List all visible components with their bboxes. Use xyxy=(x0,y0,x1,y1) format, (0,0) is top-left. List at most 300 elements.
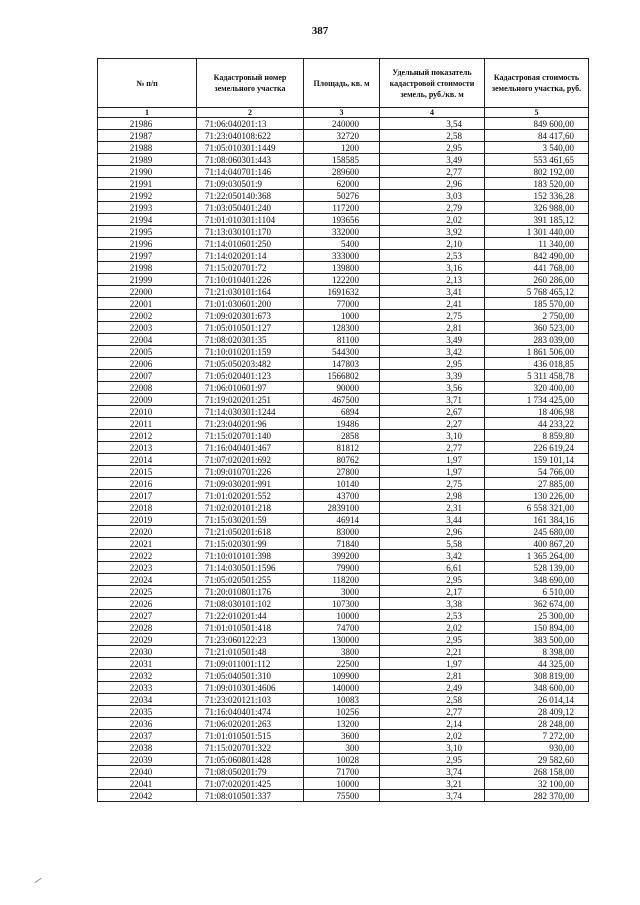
row-number-cell: 22006 xyxy=(98,358,197,370)
unit-value-cell: 2,14 xyxy=(380,718,485,730)
area-cell: 139800 xyxy=(304,262,380,274)
table-row xyxy=(98,538,589,550)
area-cell: 3600 xyxy=(304,730,380,742)
row-number-cell: 22028 xyxy=(98,622,197,634)
table-row xyxy=(98,190,589,202)
area-cell: 71700 xyxy=(304,766,380,778)
cadastral-value-cell: 326 988,00 xyxy=(485,202,589,214)
cadastral-number-cell: 71:10:010101:398 xyxy=(197,550,304,562)
table-row xyxy=(98,274,589,286)
cadastral-number-cell: 71:09:030201:991 xyxy=(197,478,304,490)
area-cell: 158585 xyxy=(304,154,380,166)
area-cell: 10000 xyxy=(304,778,380,790)
row-number-cell: 21989 xyxy=(98,154,197,166)
cadastral-number-cell: 71:09:030501:9 xyxy=(197,178,304,190)
area-cell: 240000 xyxy=(304,118,380,130)
cadastral-value-cell: 183 520,00 xyxy=(485,178,589,190)
unit-value-cell: 3,49 xyxy=(380,334,485,346)
cadastral-value-cell: 150 894,00 xyxy=(485,622,589,634)
cadastral-number-cell: 71:22:010201:44 xyxy=(197,610,304,622)
area-cell: 1566802 xyxy=(304,370,380,382)
unit-value-cell: 2,02 xyxy=(380,730,485,742)
area-cell: 117200 xyxy=(304,202,380,214)
unit-value-cell: 3,10 xyxy=(380,742,485,754)
table-row xyxy=(98,370,589,382)
table-row xyxy=(98,778,589,790)
cadastral-number-cell: 71:03:050401:240 xyxy=(197,202,304,214)
cadastral-number-cell: 71:05:050203:482 xyxy=(197,358,304,370)
row-number-cell: 22021 xyxy=(98,538,197,550)
table-row xyxy=(98,454,589,466)
table-row xyxy=(98,550,589,562)
cadastral-number-cell: 71:05:020501:255 xyxy=(197,574,304,586)
cadastral-number-cell: 71:05:060801:428 xyxy=(197,754,304,766)
row-number-cell: 22023 xyxy=(98,562,197,574)
table-row xyxy=(98,562,589,574)
cadastral-number-cell: 71:06:040201:13 xyxy=(197,118,304,130)
row-number-cell: 22035 xyxy=(98,706,197,718)
area-cell: 1000 xyxy=(304,310,380,322)
area-cell: 6894 xyxy=(304,406,380,418)
area-cell: 333000 xyxy=(304,250,380,262)
unit-value-cell: 2,53 xyxy=(380,250,485,262)
cadastral-number-cell: 71:09:011001:112 xyxy=(197,658,304,670)
area-cell: 32720 xyxy=(304,130,380,142)
unit-value-cell: 2,75 xyxy=(380,478,485,490)
table-row xyxy=(98,358,589,370)
unit-value-cell: 3,03 xyxy=(380,190,485,202)
area-cell: 147803 xyxy=(304,358,380,370)
cadastral-value-cell: 360 523,00 xyxy=(485,322,589,334)
row-number-cell: 22032 xyxy=(98,670,197,682)
area-cell: 118200 xyxy=(304,574,380,586)
cadastral-number-cell: 71:15:030201:59 xyxy=(197,514,304,526)
row-number-cell: 21998 xyxy=(98,262,197,274)
cadastral-value-cell: 391 185,12 xyxy=(485,214,589,226)
unit-value-cell: 3,44 xyxy=(380,514,485,526)
row-number-cell: 22015 xyxy=(98,466,197,478)
unit-value-cell: 2,95 xyxy=(380,634,485,646)
unit-value-cell: 2,49 xyxy=(380,682,485,694)
table-row xyxy=(98,442,589,454)
table-row xyxy=(98,382,589,394)
cadastral-value-cell: 553 461,65 xyxy=(485,154,589,166)
row-number-cell: 22014 xyxy=(98,454,197,466)
cadastral-value-cell: 26 014,14 xyxy=(485,694,589,706)
cadastral-value-cell: 8 859,80 xyxy=(485,430,589,442)
unit-value-cell: 3,16 xyxy=(380,262,485,274)
table-row xyxy=(98,634,589,646)
table-row xyxy=(98,502,589,514)
cadastral-value-cell: 802 192,00 xyxy=(485,166,589,178)
cadastral-number-cell: 71:15:020701:72 xyxy=(197,262,304,274)
unit-value-cell: 2,02 xyxy=(380,622,485,634)
unit-value-cell: 3,41 xyxy=(380,286,485,298)
cadastral-value-cell: 283 039,00 xyxy=(485,334,589,346)
row-number-cell: 22017 xyxy=(98,490,197,502)
row-number-cell: 22042 xyxy=(98,790,197,802)
cadastral-number-cell: 71:15:020301:99 xyxy=(197,538,304,550)
table-row xyxy=(98,526,589,538)
cadastral-value-cell: 383 500,00 xyxy=(485,634,589,646)
area-cell: 10083 xyxy=(304,694,380,706)
unit-value-cell: 3,42 xyxy=(380,550,485,562)
area-cell: 107300 xyxy=(304,598,380,610)
table-row xyxy=(98,682,589,694)
table-row xyxy=(98,346,589,358)
cadastral-number-cell: 71:15:020701:140 xyxy=(197,430,304,442)
table-row xyxy=(98,790,589,802)
unit-value-cell: 2,75 xyxy=(380,310,485,322)
unit-value-cell: 2,96 xyxy=(380,178,485,190)
area-cell: 74700 xyxy=(304,622,380,634)
cadastral-number-cell: 71:08:060301:443 xyxy=(197,154,304,166)
cadastral-value-cell: 54 766,00 xyxy=(485,466,589,478)
table-row xyxy=(98,154,589,166)
table-row xyxy=(98,574,589,586)
table-row xyxy=(98,226,589,238)
cadastral-number-cell: 71:20:010801:176 xyxy=(197,586,304,598)
cadastral-number-cell: 71:23:060122:23 xyxy=(197,634,304,646)
area-cell: 109900 xyxy=(304,670,380,682)
area-cell: 332000 xyxy=(304,226,380,238)
row-number-cell: 22013 xyxy=(98,442,197,454)
row-number-cell: 22024 xyxy=(98,574,197,586)
row-number-cell: 22030 xyxy=(98,646,197,658)
cadastral-number-cell: 71:14:030301:1244 xyxy=(197,406,304,418)
row-number-cell: 22018 xyxy=(98,502,197,514)
unit-value-cell: 1,97 xyxy=(380,658,485,670)
cadastral-number-cell: 71:22:050140:368 xyxy=(197,190,304,202)
area-cell: 1691632 xyxy=(304,286,380,298)
area-cell: 19486 xyxy=(304,418,380,430)
cadastral-value-cell: 152 336,28 xyxy=(485,190,589,202)
area-cell: 2839100 xyxy=(304,502,380,514)
unit-value-cell: 3,56 xyxy=(380,382,485,394)
cadastral-value-table xyxy=(97,58,589,802)
unit-value-cell: 3,74 xyxy=(380,790,485,802)
unit-value-cell: 2,41 xyxy=(380,298,485,310)
area-cell: 79900 xyxy=(304,562,380,574)
row-number-cell: 22009 xyxy=(98,394,197,406)
unit-value-cell: 3,71 xyxy=(380,394,485,406)
cadastral-number-cell: 71:05:010301:1449 xyxy=(197,142,304,154)
cadastral-number-cell: 71:01:030601:200 xyxy=(197,298,304,310)
cadastral-value-cell: 29 582,60 xyxy=(485,754,589,766)
column-number: 3 xyxy=(304,108,380,118)
cadastral-value-cell: 441 768,00 xyxy=(485,262,589,274)
table-row xyxy=(98,706,589,718)
table-row xyxy=(98,262,589,274)
row-number-cell: 22004 xyxy=(98,334,197,346)
area-cell: 128300 xyxy=(304,322,380,334)
cadastral-number-cell: 71:07:020201:692 xyxy=(197,454,304,466)
cadastral-value-cell: 18 406,98 xyxy=(485,406,589,418)
row-number-cell: 22016 xyxy=(98,478,197,490)
unit-value-cell: 2,96 xyxy=(380,526,485,538)
unit-value-cell: 2,31 xyxy=(380,502,485,514)
table-row xyxy=(98,658,589,670)
cadastral-value-cell: 44 325,00 xyxy=(485,658,589,670)
row-number-cell: 21996 xyxy=(98,238,197,250)
unit-value-cell: 6,61 xyxy=(380,562,485,574)
unit-value-cell: 2,53 xyxy=(380,610,485,622)
unit-value-cell: 2,67 xyxy=(380,406,485,418)
header-area: Площадь, кв. м xyxy=(304,59,380,108)
cadastral-value-cell: 348 690,00 xyxy=(485,574,589,586)
cadastral-value-cell: 6 510,00 xyxy=(485,586,589,598)
header-row-number: № п/п xyxy=(98,59,197,108)
unit-value-cell: 2,27 xyxy=(380,418,485,430)
table-row xyxy=(98,166,589,178)
cadastral-number-cell: 71:06:020201:263 xyxy=(197,718,304,730)
unit-value-cell: 2,77 xyxy=(380,166,485,178)
cadastral-number-cell: 71:14:030501:1596 xyxy=(197,562,304,574)
row-number-cell: 21994 xyxy=(98,214,197,226)
cadastral-number-cell: 71:01:010301:1104 xyxy=(197,214,304,226)
cadastral-number-cell: 71:09:020301:673 xyxy=(197,310,304,322)
table-row xyxy=(98,250,589,262)
area-cell: 90000 xyxy=(304,382,380,394)
table-row xyxy=(98,118,589,130)
table-row xyxy=(98,238,589,250)
unit-value-cell: 2,77 xyxy=(380,706,485,718)
cadastral-value-cell: 32 100,00 xyxy=(485,778,589,790)
table-row xyxy=(98,598,589,610)
area-cell: 10140 xyxy=(304,478,380,490)
row-number-cell: 22041 xyxy=(98,778,197,790)
table-row xyxy=(98,130,589,142)
row-number-cell: 22020 xyxy=(98,526,197,538)
table-row xyxy=(98,730,589,742)
table-row xyxy=(98,286,589,298)
area-cell: 50276 xyxy=(304,190,380,202)
area-cell: 289600 xyxy=(304,166,380,178)
table-row xyxy=(98,754,589,766)
cadastral-number-cell: 71:23:020121:103 xyxy=(197,694,304,706)
column-number: 1 xyxy=(98,108,197,118)
table-row xyxy=(98,610,589,622)
table-header-row xyxy=(98,59,589,108)
cadastral-value-cell: 308 819,00 xyxy=(485,670,589,682)
column-number: 5 xyxy=(485,108,589,118)
row-number-cell: 21992 xyxy=(98,190,197,202)
row-number-cell: 22008 xyxy=(98,382,197,394)
area-cell: 27800 xyxy=(304,466,380,478)
table-row xyxy=(98,310,589,322)
area-cell: 80762 xyxy=(304,454,380,466)
cadastral-value-cell: 8 398,00 xyxy=(485,646,589,658)
table-row xyxy=(98,394,589,406)
table-row xyxy=(98,406,589,418)
area-cell: 10000 xyxy=(304,610,380,622)
area-cell: 10256 xyxy=(304,706,380,718)
cadastral-number-cell: 71:13:030101:170 xyxy=(197,226,304,238)
table-row xyxy=(98,766,589,778)
cadastral-number-cell: 71:05:040501:310 xyxy=(197,670,304,682)
area-cell: 71840 xyxy=(304,538,380,550)
cadastral-value-cell: 268 158,00 xyxy=(485,766,589,778)
table-row xyxy=(98,586,589,598)
area-cell: 22500 xyxy=(304,658,380,670)
cadastral-value-cell: 436 018,85 xyxy=(485,358,589,370)
unit-value-cell: 3,10 xyxy=(380,430,485,442)
unit-value-cell: 3,74 xyxy=(380,766,485,778)
unit-value-cell: 2,81 xyxy=(380,670,485,682)
row-number-cell: 21999 xyxy=(98,274,197,286)
area-cell: 46914 xyxy=(304,514,380,526)
row-number-cell: 21987 xyxy=(98,130,197,142)
unit-value-cell: 2,98 xyxy=(380,490,485,502)
cadastral-value-cell: 1 365 264,00 xyxy=(485,550,589,562)
cadastral-number-cell: 71:01:010501:515 xyxy=(197,730,304,742)
unit-value-cell: 2,95 xyxy=(380,574,485,586)
area-cell: 77000 xyxy=(304,298,380,310)
cadastral-value-cell: 362 674,00 xyxy=(485,598,589,610)
table-row xyxy=(98,142,589,154)
table-row xyxy=(98,298,589,310)
table-row xyxy=(98,466,589,478)
unit-value-cell: 3,49 xyxy=(380,154,485,166)
row-number-cell: 22003 xyxy=(98,322,197,334)
table-row xyxy=(98,742,589,754)
row-number-cell: 22010 xyxy=(98,406,197,418)
area-cell: 83000 xyxy=(304,526,380,538)
area-cell: 5400 xyxy=(304,238,380,250)
cadastral-value-cell: 1 301 440,00 xyxy=(485,226,589,238)
header-cadastral-number: Кадастровый номер земельного участка xyxy=(197,59,304,108)
table-body xyxy=(98,118,589,802)
unit-value-cell: 3,39 xyxy=(380,370,485,382)
cadastral-number-cell: 71:23:040108:622 xyxy=(197,130,304,142)
row-number-cell: 22022 xyxy=(98,550,197,562)
table-row xyxy=(98,718,589,730)
cadastral-number-cell: 71:21:030101:164 xyxy=(197,286,304,298)
unit-value-cell: 3,42 xyxy=(380,346,485,358)
cadastral-number-cell: 71:01:010501:418 xyxy=(197,622,304,634)
header-unit-value: Удельный показатель кадастровой стоимости земель, руб./кв. м xyxy=(380,59,485,108)
table-row xyxy=(98,418,589,430)
table-row xyxy=(98,490,589,502)
table-row xyxy=(98,646,589,658)
cadastral-value-cell: 1 734 425,00 xyxy=(485,394,589,406)
row-number-cell: 22027 xyxy=(98,610,197,622)
cadastral-number-cell: 71:16:040401:467 xyxy=(197,442,304,454)
cadastral-value-cell: 245 680,00 xyxy=(485,526,589,538)
unit-value-cell: 3,21 xyxy=(380,778,485,790)
row-number-cell: 22002 xyxy=(98,310,197,322)
cadastral-number-cell: 71:08:050201:79 xyxy=(197,766,304,778)
unit-value-cell: 2,95 xyxy=(380,142,485,154)
table-row xyxy=(98,202,589,214)
cadastral-number-cell: 71:19:020201:251 xyxy=(197,394,304,406)
area-cell: 122200 xyxy=(304,274,380,286)
cadastral-value-cell: 28 248,00 xyxy=(485,718,589,730)
cadastral-value-cell: 130 226,00 xyxy=(485,490,589,502)
table-row xyxy=(98,514,589,526)
row-number-cell: 22029 xyxy=(98,634,197,646)
area-cell: 300 xyxy=(304,742,380,754)
column-number: 4 xyxy=(380,108,485,118)
cadastral-value-cell: 1 861 506,00 xyxy=(485,346,589,358)
cadastral-value-cell: 25 300,00 xyxy=(485,610,589,622)
row-number-cell: 22012 xyxy=(98,430,197,442)
cadastral-value-cell: 161 384,16 xyxy=(485,514,589,526)
unit-value-cell: 2,17 xyxy=(380,586,485,598)
row-number-cell: 22011 xyxy=(98,418,197,430)
cadastral-number-cell: 71:21:050201:618 xyxy=(197,526,304,538)
cadastral-value-cell: 84 417,60 xyxy=(485,130,589,142)
cadastral-value-cell: 930,00 xyxy=(485,742,589,754)
cadastral-value-cell: 260 286,00 xyxy=(485,274,589,286)
cadastral-number-cell: 71:10:010401:226 xyxy=(197,274,304,286)
area-cell: 1200 xyxy=(304,142,380,154)
column-number-row xyxy=(98,108,589,118)
area-cell: 43700 xyxy=(304,490,380,502)
area-cell: 10028 xyxy=(304,754,380,766)
unit-value-cell: 2,95 xyxy=(380,358,485,370)
cadastral-number-cell: 71:10:010201:159 xyxy=(197,346,304,358)
row-number-cell: 22031 xyxy=(98,658,197,670)
row-number-cell: 21995 xyxy=(98,226,197,238)
unit-value-cell: 1,97 xyxy=(380,466,485,478)
unit-value-cell: 2,13 xyxy=(380,274,485,286)
table-row xyxy=(98,622,589,634)
row-number-cell: 22019 xyxy=(98,514,197,526)
column-number: 2 xyxy=(197,108,304,118)
table-row xyxy=(98,334,589,346)
row-number-cell: 22000 xyxy=(98,286,197,298)
area-cell: 193656 xyxy=(304,214,380,226)
cadastral-value-cell: 6 558 321,00 xyxy=(485,502,589,514)
cadastral-number-cell: 71:15:020701:322 xyxy=(197,742,304,754)
unit-value-cell: 2,21 xyxy=(380,646,485,658)
cadastral-value-cell: 185 570,00 xyxy=(485,298,589,310)
area-cell: 544300 xyxy=(304,346,380,358)
row-number-cell: 21991 xyxy=(98,178,197,190)
unit-value-cell: 2,79 xyxy=(380,202,485,214)
table-row xyxy=(98,694,589,706)
row-number-cell: 22038 xyxy=(98,742,197,754)
cadastral-number-cell: 71:06:010601:97 xyxy=(197,382,304,394)
area-cell: 75500 xyxy=(304,790,380,802)
cadastral-number-cell: 71:05:020401:123 xyxy=(197,370,304,382)
area-cell: 467500 xyxy=(304,394,380,406)
cadastral-value-cell: 849 600,00 xyxy=(485,118,589,130)
row-number-cell: 22001 xyxy=(98,298,197,310)
row-number-cell: 22036 xyxy=(98,718,197,730)
cadastral-value-cell: 282 370,00 xyxy=(485,790,589,802)
area-cell: 81100 xyxy=(304,334,380,346)
row-number-cell: 22007 xyxy=(98,370,197,382)
cadastral-value-cell: 5 311 458,78 xyxy=(485,370,589,382)
unit-value-cell: 5,58 xyxy=(380,538,485,550)
unit-value-cell: 3,38 xyxy=(380,598,485,610)
cadastral-value-cell: 3 540,00 xyxy=(485,142,589,154)
cadastral-value-cell: 320 400,00 xyxy=(485,382,589,394)
row-number-cell: 22025 xyxy=(98,586,197,598)
cadastral-number-cell: 71:14:020201:14 xyxy=(197,250,304,262)
unit-value-cell: 3,92 xyxy=(380,226,485,238)
row-number-cell: 22034 xyxy=(98,694,197,706)
table-row xyxy=(98,430,589,442)
area-cell: 3000 xyxy=(304,586,380,598)
cadastral-number-cell: 71:16:040401:474 xyxy=(197,706,304,718)
cadastral-number-cell: 71:14:040701:146 xyxy=(197,166,304,178)
table-row xyxy=(98,178,589,190)
row-number-cell: 21997 xyxy=(98,250,197,262)
unit-value-cell: 2,02 xyxy=(380,214,485,226)
